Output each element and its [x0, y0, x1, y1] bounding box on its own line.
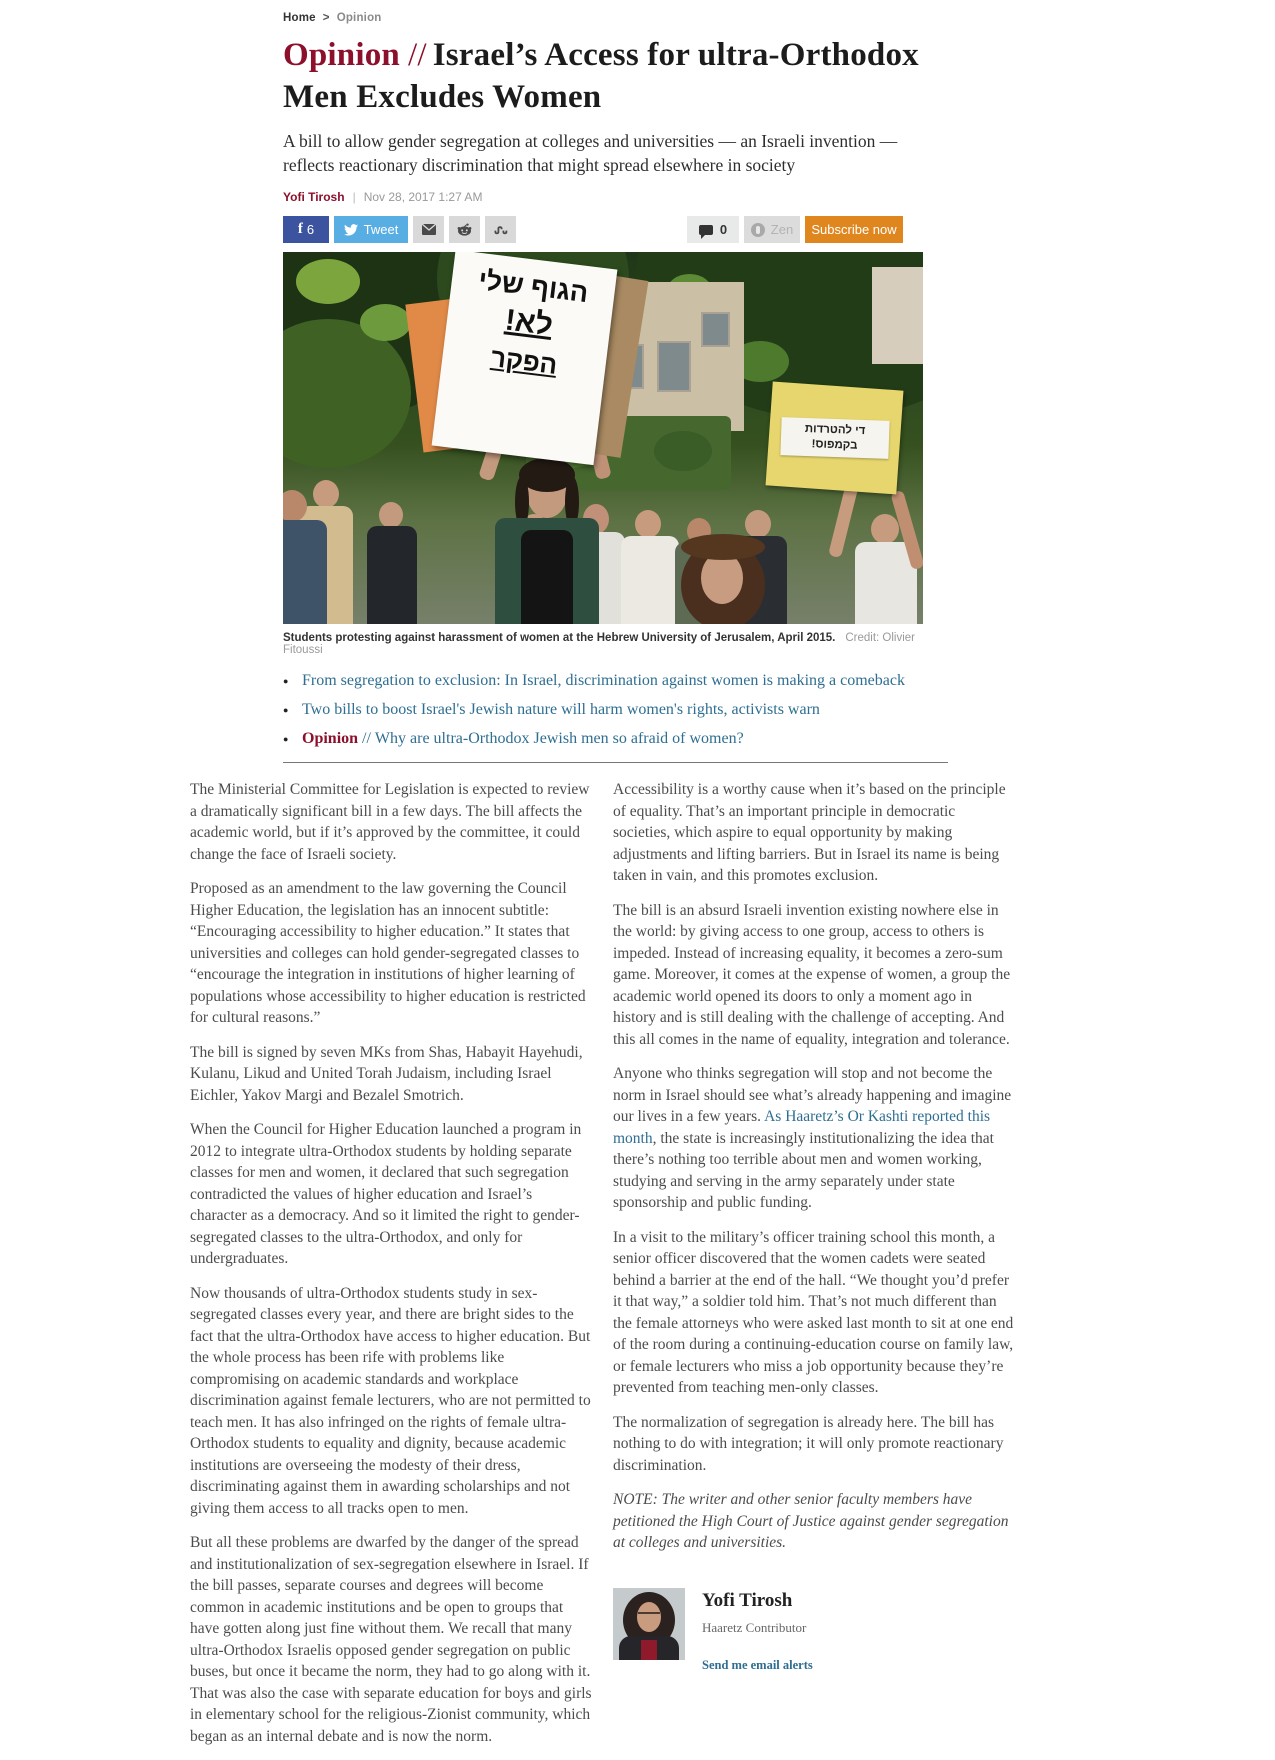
photo-caption-row — [283, 632, 923, 656]
email-alerts-link[interactable]: Send me email alerts — [702, 1657, 813, 1672]
headline-kicker: Opinion — [283, 37, 400, 73]
twitter-bird-icon — [344, 224, 358, 236]
related-link-3[interactable] — [283, 728, 908, 749]
photo-caption: Students protesting against harassment of women at the Hebrew University of Jerusalem, April 2015. — [283, 632, 836, 644]
article-header — [283, 0, 923, 243]
comments-count: 0 — [719, 222, 728, 237]
share-toolbar — [283, 216, 903, 243]
tweet-button-label: Tweet — [363, 222, 399, 237]
article-figure — [283, 252, 923, 656]
paragraph: When the Council for Higher Education launched a program in 2012 to integrate ultra-Orthodox students by holding separate classes for men and women, it declared that such segregation contradicted the values of higher education and Israel’s character as a democracy. And so it limited the right to gender-segregated classes to the ultra-Orthodox, and only for undergraduates. — [190, 1121, 582, 1267]
protest-sign-white — [432, 252, 618, 466]
note-paragraph: NOTE: The writer and other senior faculty members have petitioned the High Court of Justice against gender segregation at colleges and universities. — [613, 1491, 1009, 1551]
breadcrumb — [283, 12, 923, 24]
related-link-2[interactable] — [283, 699, 908, 720]
paragraph-text: , the state is increasingly institutionalizing the idea that there’s nothing too terrible about men and women working, studying and serving in the army separately under state sponsorship and public funding. — [613, 1129, 994, 1211]
paragraph — [613, 1063, 1015, 1214]
tweet-button[interactable] — [334, 216, 408, 243]
paragraph-text: Anyone who thinks segregation will stop and not become the norm in Israel should see what’s already happening and imagine our lives in a few years. — [613, 1065, 1012, 1125]
page-title — [283, 34, 923, 118]
related-link-text: Why are ultra-Orthodox Jewish men so afraid of women? — [374, 730, 744, 747]
body-right-column — [613, 779, 1015, 1760]
headline-kicker-separator: // — [407, 37, 427, 73]
protest-sign-text: הגוף שלי — [476, 265, 590, 309]
zen-button[interactable] — [744, 216, 800, 243]
byline-author[interactable]: Yofi Tirosh — [283, 190, 345, 204]
photo-credit: Credit: Olivier Fitoussi — [283, 632, 916, 656]
breadcrumb-section[interactable]: Opinion — [336, 12, 382, 24]
author-meta — [702, 1588, 813, 1677]
protest-sign-text: בקמפוס! — [811, 438, 858, 452]
leaf-highlight — [296, 259, 360, 304]
section-divider — [283, 762, 948, 763]
article-subtitle: A bill to allow gender segregation at colleges and universities — an Israeli invention — reflects reactionary discrimination that might spread elsewhere in society — [283, 131, 898, 175]
author-name[interactable]: Yofi Tirosh — [702, 1589, 793, 1611]
facebook-share-button[interactable] — [283, 216, 329, 243]
breadcrumb-separator: > — [322, 12, 330, 24]
paragraph: The Ministerial Committee for Legislation is expected to review a dramatically significant bill in a few days. The bill affects the academic world, but if it’s approved by the committee, it could change the face of Israeli society. — [190, 781, 590, 863]
related-link-text: Two bills to boost Israel's Jewish nature will harm women's rights, activists warn — [302, 701, 820, 718]
paragraph: Now thousands of ultra-Orthodox students study in sex-segregated classes every year, and there are bright sides to the fact that the ultra-Orthodox have access to higher education. But the whole process has been rife with problems like compromising on academic standards and workplace discrimination against female lecturers, who are not permitted to teach men. It has also infringed on the rights of female ultra-Orthodox students to equality and dignity, because academic institutions are overseeing the modesty of their dress, discriminating against them in awarding scholarships and not giving them access to all tracks open to men. — [190, 1284, 591, 1517]
related-link-1[interactable] — [283, 670, 908, 691]
envelope-icon — [422, 224, 436, 235]
stumbleupon-share-button[interactable] — [485, 216, 516, 243]
headline-text: Israel’s Access for ultra-Orthodox Men Excludes Women — [283, 37, 919, 115]
share-buttons — [283, 216, 516, 243]
email-share-button[interactable] — [413, 216, 444, 243]
comment-bubble-icon — [699, 225, 713, 235]
facebook-share-count: 6 — [306, 222, 315, 237]
related-links — [283, 670, 908, 749]
article-photo — [283, 252, 923, 624]
paragraph: The bill is signed by seven MKs from Shas, Habayit Hayehudi, Kulanu, Likud and United Torah Judaism, including Israel Eichler, Yakov Margi and Bezalel Smotrich. — [190, 1043, 583, 1104]
zen-button-label: Zen — [770, 222, 794, 237]
article-actions — [687, 216, 903, 243]
byline-separator: | — [352, 190, 356, 204]
body-left-column — [190, 779, 592, 1760]
breadcrumb-home[interactable]: Home — [283, 12, 316, 24]
reddit-icon — [457, 223, 472, 236]
paragraph: In a visit to the military’s officer training school this month, a senior officer discovered that the women cadets were seated behind a barrier at the end of the hall. “We thought you’d prefer it that way,” a soldier told him. That’s not much different than the female attorneys who were asked last month to sit at one end of the room during a continuing-education course on family law, or female lecturers who miss a job opportunity because they’re prevented from teaching men-only classes. — [613, 1228, 1014, 1396]
stumbleupon-icon — [493, 224, 508, 236]
related-link-kicker: Opinion — [302, 730, 359, 747]
hedge — [654, 431, 712, 472]
protest-sign-text: לא! — [503, 303, 555, 343]
author-role: Haaretz Contributor — [702, 1620, 807, 1635]
protest-sign-yellow — [766, 381, 904, 494]
paragraph: Proposed as an amendment to the law governing the Council Higher Education, the legislation has an innocent subtitle: “Encouraging accessibility to higher education.” It states that universities and colleges can hold gender-segregated classes to “encourage the integration in institutions of higher learning of populations whose accessibility to higher education is restricted for cultural reasons.” — [190, 880, 586, 1026]
protest-sign-text: הפקר — [489, 342, 560, 381]
author-box — [613, 1588, 1015, 1677]
zen-icon — [751, 223, 765, 237]
reddit-share-button[interactable] — [449, 216, 480, 243]
paragraph: But all these problems are dwarfed by the danger of the spread and institutionalization of sex-segregation elsewhere in Israel. If the bill passes, separate courses and degrees will become common in academic institutions and be open to groups that have gotten along just fine without them. We recall that many ultra-Orthodox Israelis opposed gender segregation on public buses, but once it became the norm, they had to go along with it. That was also the case with separate education for boys and girls in elementary school for the religious-Zionist community, which began as an internal debate and is now the norm. — [190, 1534, 592, 1745]
inline-article-link[interactable]: As Haaretz’s Or Kashti reported this month — [613, 1108, 991, 1147]
building — [872, 267, 923, 364]
protest-sign-text: די להטרדות — [804, 422, 866, 438]
related-link-text: From segregation to exclusion: In Israel, discrimination against women is making a comeback — [302, 672, 905, 689]
leaf-highlight — [360, 304, 411, 341]
byline — [283, 190, 923, 204]
subscribe-button[interactable]: Subscribe now — [805, 216, 903, 243]
facebook-icon: f — [297, 221, 303, 237]
related-link-separator: // — [362, 730, 371, 747]
author-avatar — [613, 1588, 685, 1660]
article-body — [190, 779, 1015, 1760]
paragraph: The bill is an absurd Israeli invention existing nowhere else in the world: by giving access to one group, access to others is impeded. Instead of increasing equality, it becomes a zero-sum game. Moreover, it comes at the expense of women, a group the academic world opened its doors to only a moment ago in history and is still dealing with the challenge of accepting. And this all comes in the name of equality, integration and tolerance. — [613, 901, 1011, 1048]
paragraph: The normalization of segregation is already here. The bill has nothing to do with integration; it will only promote reactionary discrimination. — [613, 1413, 1004, 1474]
comments-button[interactable] — [687, 216, 739, 243]
byline-date: Nov 28, 2017 1:27 AM — [363, 190, 483, 204]
paragraph: Accessibility is a worthy cause when it’s based on the principle of equality. That’s an important principle in democratic societies, which aspire to equal opportunity by making adjustments and lifting barriers. But in Israel its name is being taken in vain, and this promotes exclusion. — [613, 781, 1006, 884]
